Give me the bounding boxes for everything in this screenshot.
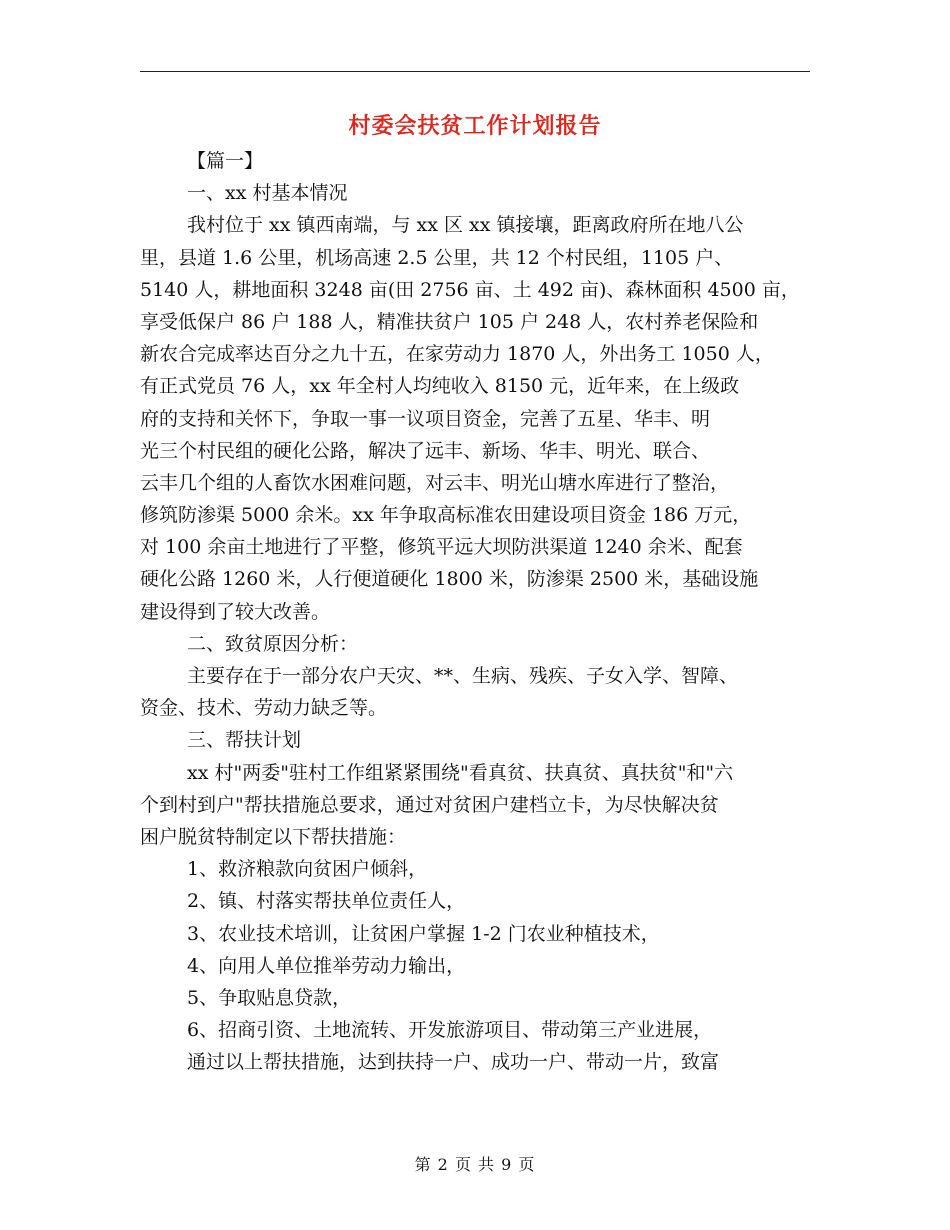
text-line: 3、农业技术培训，让贫困户掌握 1-2 门农业种植技术， <box>187 922 660 945</box>
header-rule <box>140 71 810 72</box>
text-line: 三、帮扶计划 <box>187 729 302 752</box>
text-line: 4、向用人单位推举劳动力输出， <box>187 954 466 977</box>
text-line: 光三个村民组的硬化公路，解决了远丰、新场、华丰、明光、联合、 <box>140 439 711 462</box>
text-line: 硬化公路 1260 米，人行便道硬化 1800 米，防渗渠 2500 米，基础设施 <box>140 568 759 591</box>
document-title: 村委会扶贫工作计划报告 <box>348 113 602 139</box>
text-line: 6、招商引资、土地流转、开发旅游项目、带动第三产业进展， <box>187 1019 713 1042</box>
page-footer: 第 2 页 共 9 页 <box>414 1155 536 1174</box>
text-line: 【篇一】 <box>187 150 264 172</box>
text-line: 府的支持和关怀下，争取一事一议项目资金，完善了五星、华丰、明 <box>140 407 711 430</box>
text-line: 我村位于 xx 镇西南端，与 xx 区 xx 镇接壤，距离政府所在地八公 <box>187 214 744 237</box>
text-line: 主要存在于一部分农户天灾、**、生病、残疾、子女入学、智障、 <box>187 665 739 687</box>
text-line: 二、致贫原因分析： <box>187 632 359 655</box>
text-line: 里，县道 1.6 公里，机场高速 2.5 公里，共 12 个村民组，1105 户、 <box>140 246 734 269</box>
text-line: 建设得到了较大改善。 <box>140 600 331 623</box>
text-line: 困户脱贫特制定以下帮扶措施： <box>140 825 407 848</box>
text-line: xx 村"两委"驻村工作组紧紧围绕"看真贫、扶真贫、真扶贫"和"六 <box>187 761 734 784</box>
text-line: 通过以上帮扶措施，达到扶持一户、成功一户、带动一片，致富 <box>187 1051 720 1074</box>
text-line: 修筑防渗渠 5000 余米。xx 年争取高标准农田建设项目资金 186 万元， <box>140 504 752 527</box>
text-line: 5、争取贴息贷款， <box>187 986 352 1009</box>
text-line: 对 100 余亩土地进行了平整，修筑平远大坝防洪渠道 1240 余米、配套 <box>140 536 743 559</box>
text-line: 一、xx 村基本情况 <box>187 182 348 205</box>
text-line: 2、镇、村落实帮扶单位责任人， <box>187 890 466 913</box>
text-line: 资金、技术、劳动力缺乏等。 <box>140 697 388 720</box>
text-line: 新农合完成率达百分之九十五，在家劳动力 1870 人，外出务工 1050 人， <box>140 343 774 366</box>
text-line: 有正式党员 76 人，xx 年全村人均纯收入 8150 元，近年来，在上级政 <box>140 375 740 398</box>
text-line: 1、救济粮款向贫困户倾斜， <box>187 858 428 881</box>
text-line: 享受低保户 86 户 188 人，精准扶贫户 105 户 248 人，农村养老保险和 <box>140 310 759 333</box>
text-line: 云丰几个组的人畜饮水困难问题，对云丰、明光山塘水库进行了整治， <box>140 471 730 494</box>
text-line: 个到村到户"帮扶措施总要求，通过对贫困户建档立卡，为尽快解决贫 <box>140 793 719 816</box>
text-line: 5140 人，耕地面积 3248 亩(田 2756 亩、土 492 亩)、森林面积 4500 亩， <box>140 278 800 301</box>
document-body <box>140 145 810 1078</box>
